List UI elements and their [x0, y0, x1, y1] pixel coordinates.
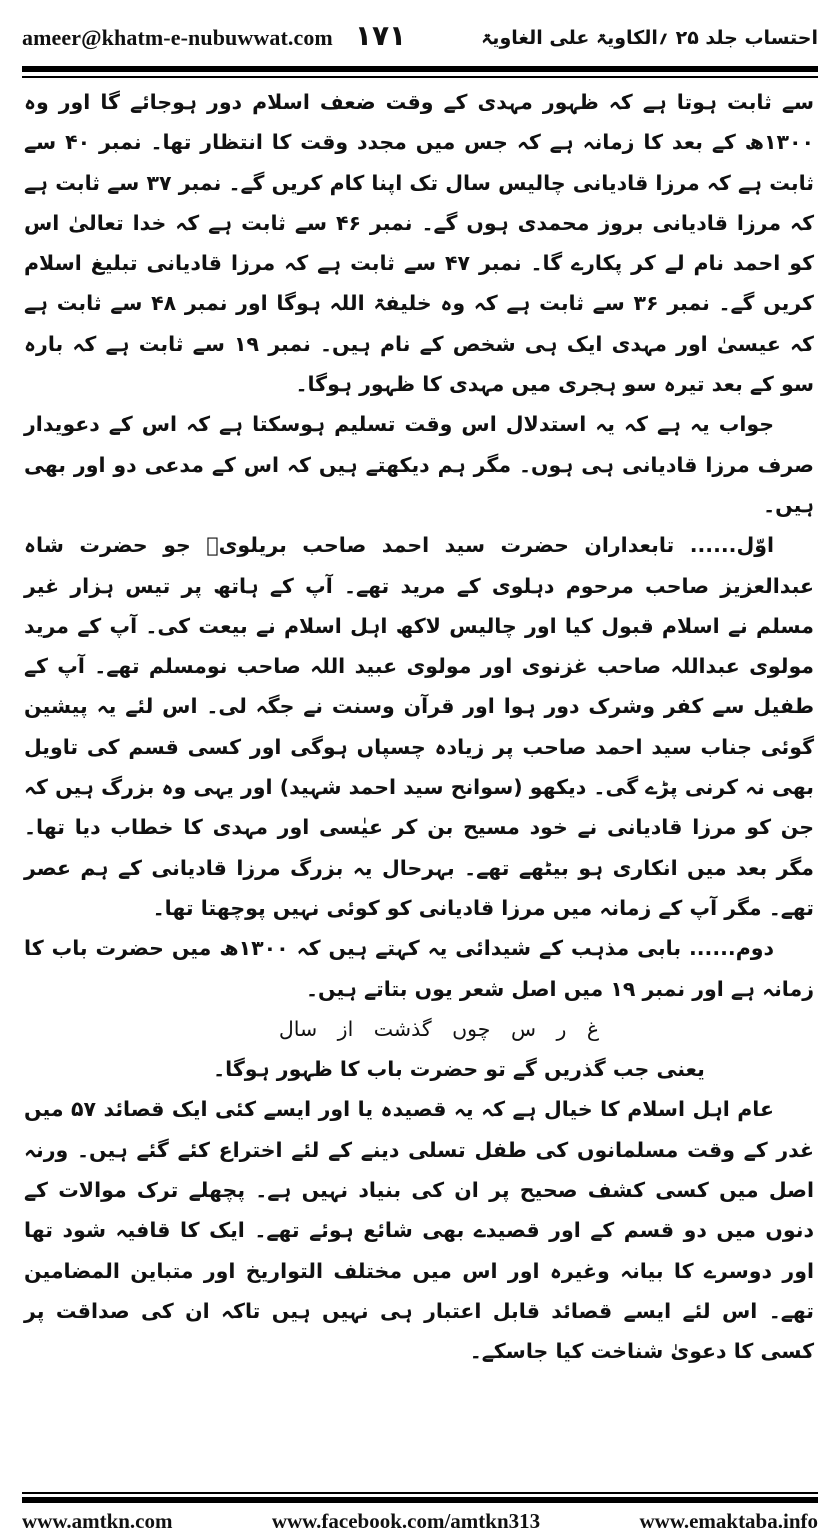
header-rule-thick [22, 66, 818, 72]
footer-rule-thin [22, 1492, 818, 1494]
body-paragraph: سے ثابت ہوتا ہے کہ ظہور مہدی کے وقت ضعف اسلام دور ہوجائے گا اور وہ ۱۳۰۰ھ کے بعد کا زمانہ ہے کہ جس میں مجدد وقت کا انتظار تھا۔ نمبر ۴۰ سے ثابت ہے کہ مرزا قادیانی چالیس سال تک اپنا کام کریں گے۔ نمبر ۳۷ سے ثابت ہے کہ مرزا قادیانی بروز محمدی ہوں گے۔ نمبر ۴۶ سے ثابت ہے کہ خدا تعالیٰ اس کو احمد نام لے کر پکارے گا۔ نمبر ۴۷ سے ثابت ہے کہ مرزا قادیانی تبلیغ اسلام کریں گے۔ نمبر ۳۶ سے ثابت ہے کہ وہ خلیفۃ اللہ ہوگا اور نمبر ۴۸ سے ثابت ہے کہ عیسیٰ اور مہدی ایک ہی شخص کے نام ہیں۔ نمبر ۱۹ سے ثابت ہے کہ بارہ سو کے بعد تیرہ سو ہجری میں مہدی کا ظہور ہوگا۔ [24, 90, 814, 397]
header-email: ameer@khatm-e-nubuwwat.com [22, 25, 333, 50]
verse-line: غ ر س چوں گذشت از سال [278, 1016, 600, 1041]
book-title: احتساب جلد ۲۵ ؍الکاویۃ علی الغاویۃ [481, 27, 818, 49]
footer-link-emaktaba[interactable]: www.emaktaba.info [639, 1508, 818, 1533]
footer-link-amtkn[interactable]: www.amtkn.com [22, 1508, 173, 1533]
page-footer [22, 1505, 818, 1537]
body-paragraph: اوّل...... تابعداران حضرت سید احمد صاحب بریلویؒ جو حضرت شاہ عبدالعزیز صاحب مرحوم دہلوی کے مرید تھے۔ آپ کے ہاتھ پر تیس ہزار غیر مسلم نے اسلام قبول کیا اور چالیس لاکھ اہل اسلام نے بیعت کی۔ آپ کے مرید مولوی عبداللہ صاحب غزنوی اور مولوی عبید اللہ صاحب نومسلم تھے۔ آپ کے طفیل سے کفر وشرک دور ہوا اور قرآن وسنت نے جگہ لی۔ اس لئے یہ پیشین گوئی جناب سید احمد صاحب پر زیادہ چسپاں ہوگی اور کسی قسم کی تاویل بھی نہ کرنی پڑے گی۔ دیکھو (سوانح سید احمد شہید) اور یہی وہ بزرگ ہیں کہ جن کو مرزا قادیانی نے خود مسیح بن کر عیٰسی اور مہدی کا خطاب دیا تھا۔ مگر بعد میں انکاری ہو بیٹھے تھے۔ بہرحال یہ بزرگ مرزا قادیانی کے ہم عصر تھے۔ مگر آپ کے زمانہ میں مرزا قادیانی کو کوئی نہیں پوچھتا تھا۔ [24, 533, 814, 920]
footer-rule-thick [22, 1497, 818, 1503]
page-body [24, 82, 814, 1372]
header-left-group [22, 18, 407, 52]
body-paragraph: جواب یہ ہے کہ یہ استدلال اس وقت تسلیم ہوسکتا ہے کہ اس کے دعویدار صرف مرزا قادیانی ہی ہوں۔ مگر ہم دیکھتے ہیں کہ اس کے مدعی دو اور بھی ہیں۔ [24, 412, 814, 517]
body-paragraph: دوم...... بابی مذہب کے شیدائی یہ کہتے ہیں کہ ۱۳۰۰ھ میں حضرت باب کا زمانہ ہے اور نمبر ۱۹ میں اصل شعر یوں بتاتے ہیں۔ [24, 936, 814, 1001]
header-rule-thin [22, 76, 818, 78]
page-header [22, 16, 818, 60]
footer-link-facebook[interactable]: www.facebook.com/amtkn313 [271, 1508, 541, 1533]
page-number: ۱۷۱ [354, 18, 407, 52]
verse-translation: یعنی جب گذریں گے تو حضرت باب کا ظہور ہوگا۔ [213, 1057, 705, 1082]
body-paragraph: عام اہل اسلام کا خیال ہے کہ یہ قصیدہ یا اور ایسے کئی ایک قصائد ۵۷ میں غدر کے وقت مسلمانوں کی طفل تسلی دینے کے لئے اختراع کئے گئے ہیں۔ ورنہ اصل میں کسی کشف صحیح پر ان کی بنیاد نہیں ہے۔ پچھلے ترک موالات کے دنوں میں دو قسم کے اور قصیدے بھی شائع ہوئے تھے۔ ایک کا قافیہ شود تھا اور دوسرے کا بیانہ وغیرہ اور اس میں مختلف التواریخ اور متباین المضامین تھے۔ اس لئے ایسے قصائد قابل اعتبار ہی نہیں ہیں تاکہ ان کی صداقت پر کسی کا دعویٰ شناخت کیا جاسکے۔ [24, 1097, 814, 1364]
